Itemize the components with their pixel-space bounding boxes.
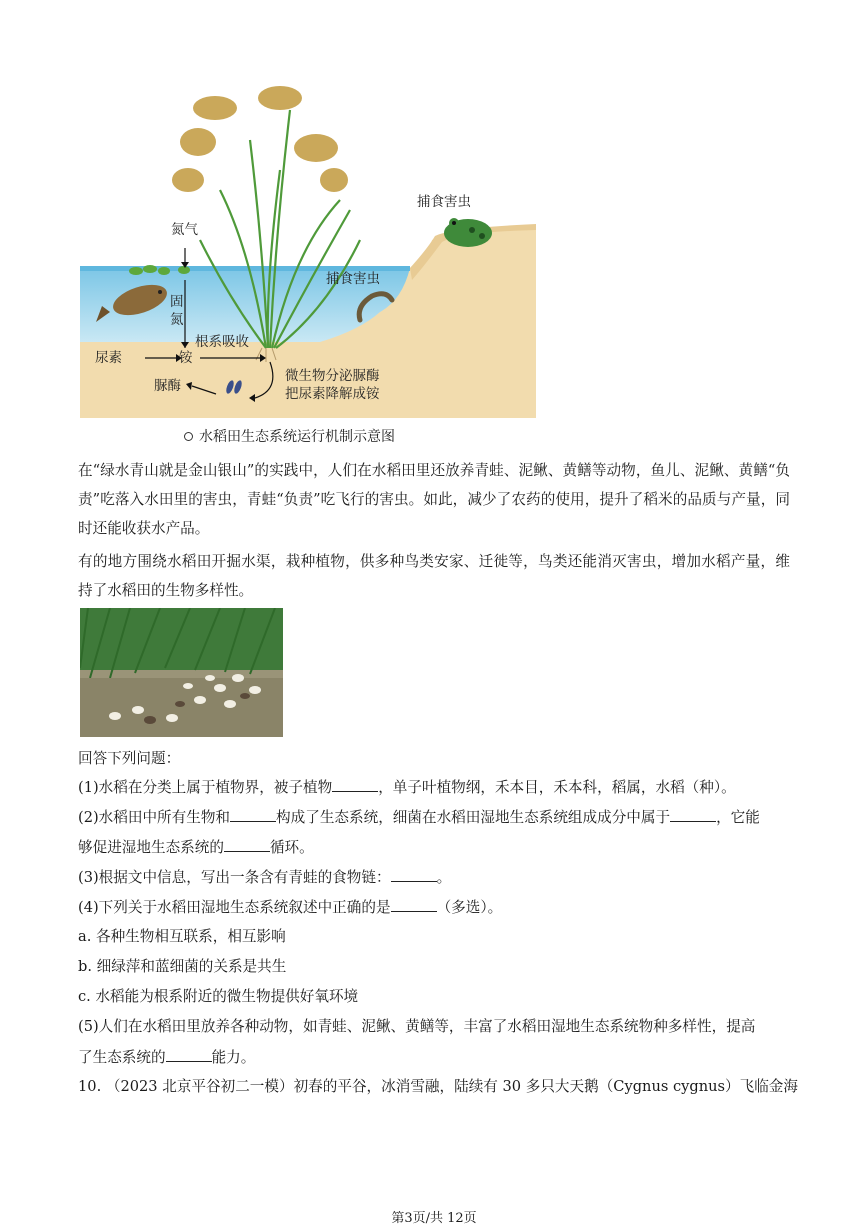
answer-blank[interactable] <box>166 1047 212 1062</box>
q2-text-e: 循环。 <box>269 839 314 856</box>
label-urea: 尿素 <box>95 350 122 366</box>
q3-text-b: 。 <box>436 869 452 886</box>
q2-text-a: (2)水稻田中所有生物和 <box>78 809 231 826</box>
answer-blank[interactable] <box>391 867 437 882</box>
option-c: c. 水稻能为根系附近的微生物提供好氧环境 <box>78 988 359 1005</box>
duck-rice-photo <box>80 608 283 737</box>
answer-blank[interactable] <box>670 807 716 822</box>
q5-text-b: 了生态系统的 <box>78 1049 166 1066</box>
page-footer: 第3页/共 12页 <box>391 1211 477 1226</box>
q4-text-b: （多选）。 <box>436 899 503 916</box>
q5-text-c: 能力。 <box>211 1049 256 1066</box>
option-a: a. 各种生物相互联系，相互影响 <box>78 928 286 945</box>
label-microbe-line1: 微生物分泌脲酶 <box>285 368 380 384</box>
question-10: 10. （2023 北京平谷初二一模）初春的平谷，冰消雪融，陆续有 30 多只大天鹅（Cygnus cygnus）飞临金海 <box>78 1078 798 1095</box>
answer-blank[interactable] <box>230 807 276 822</box>
question-5-line2 <box>78 1047 255 1068</box>
question-2-line2 <box>78 837 314 858</box>
label-urease: 脲酶 <box>154 378 181 394</box>
question-1 <box>78 777 736 798</box>
answer-blank[interactable] <box>224 837 270 852</box>
question-4 <box>78 897 502 918</box>
answer-blank[interactable] <box>332 777 378 792</box>
paragraph-2: 有的地方围绕水稻田开掘水渠，栽种植物，供多种鸟类安家、迁徙等，鸟类还能消灭害虫，增加水稻产量，维持了水稻田的生物多样性。 <box>78 553 790 599</box>
question-2-line1 <box>78 807 760 828</box>
label-nitrogen: 氮气 <box>171 222 198 238</box>
q3-text-a: (3)根据文中信息，写出一条含有青蛙的食物链： <box>78 869 391 886</box>
q2-text-c: ，它能 <box>716 809 760 826</box>
label-prey-water: 捕食害虫 <box>326 271 380 287</box>
q4-text-a: (4)下列关于水稻田湿地生态系统叙述中正确的是 <box>78 899 391 916</box>
q1-text-b: ，单子叶植物纲，禾本目，禾本科，稻属，水稻（种）。 <box>378 779 736 796</box>
option-b: b. 细绿萍和蓝细菌的关系是共生 <box>78 958 287 975</box>
label-fixation-2: 氮 <box>170 312 184 328</box>
q2-text-d: 够促进湿地生态系统的 <box>78 839 224 856</box>
label-fixation-1: 固 <box>170 294 184 310</box>
label-prey-land: 捕食害虫 <box>417 194 471 210</box>
bullet-circle-icon <box>184 432 193 441</box>
question-5-line1: (5)人们在水稻田里放养各种动物，如青蛙、泥鳅、黄鳝等，丰富了水稻田湿地生态系统物种多样性，提高 <box>78 1018 756 1035</box>
q1-text-a: (1)水稻在分类上属于植物界，被子植物 <box>78 779 333 796</box>
question-3 <box>78 867 451 888</box>
label-root-absorb: 根系吸收 <box>195 334 249 350</box>
answer-blank[interactable] <box>391 897 437 912</box>
diagram-caption <box>184 428 395 446</box>
paragraph-1: 在“绿水青山就是金山银山”的实践中，人们在水稻田里还放养青蛙、泥鳅、黄鳝等动物，鱼儿、泥鳅、黄鳝“负责”吃落入水田里的害虫，青蛙“负责”吃飞行的害虫。如此，减少了农药的使用，提升了稻米的品质与产量，同时还能收获水产品。 <box>78 462 790 537</box>
ecosystem-diagram <box>80 80 536 418</box>
label-microbe-line2: 把尿素降解成铵 <box>285 386 380 402</box>
photo-illustration <box>80 608 283 737</box>
label-ammonium: 铵 <box>179 350 193 366</box>
questions-intro: 回答下列问题： <box>78 750 181 767</box>
caption-text: 水稻田生态系统运行机制示意图 <box>199 429 395 445</box>
q2-text-b: 构成了生态系统，细菌在水稻田湿地生态系统组成成分中属于 <box>276 809 671 826</box>
